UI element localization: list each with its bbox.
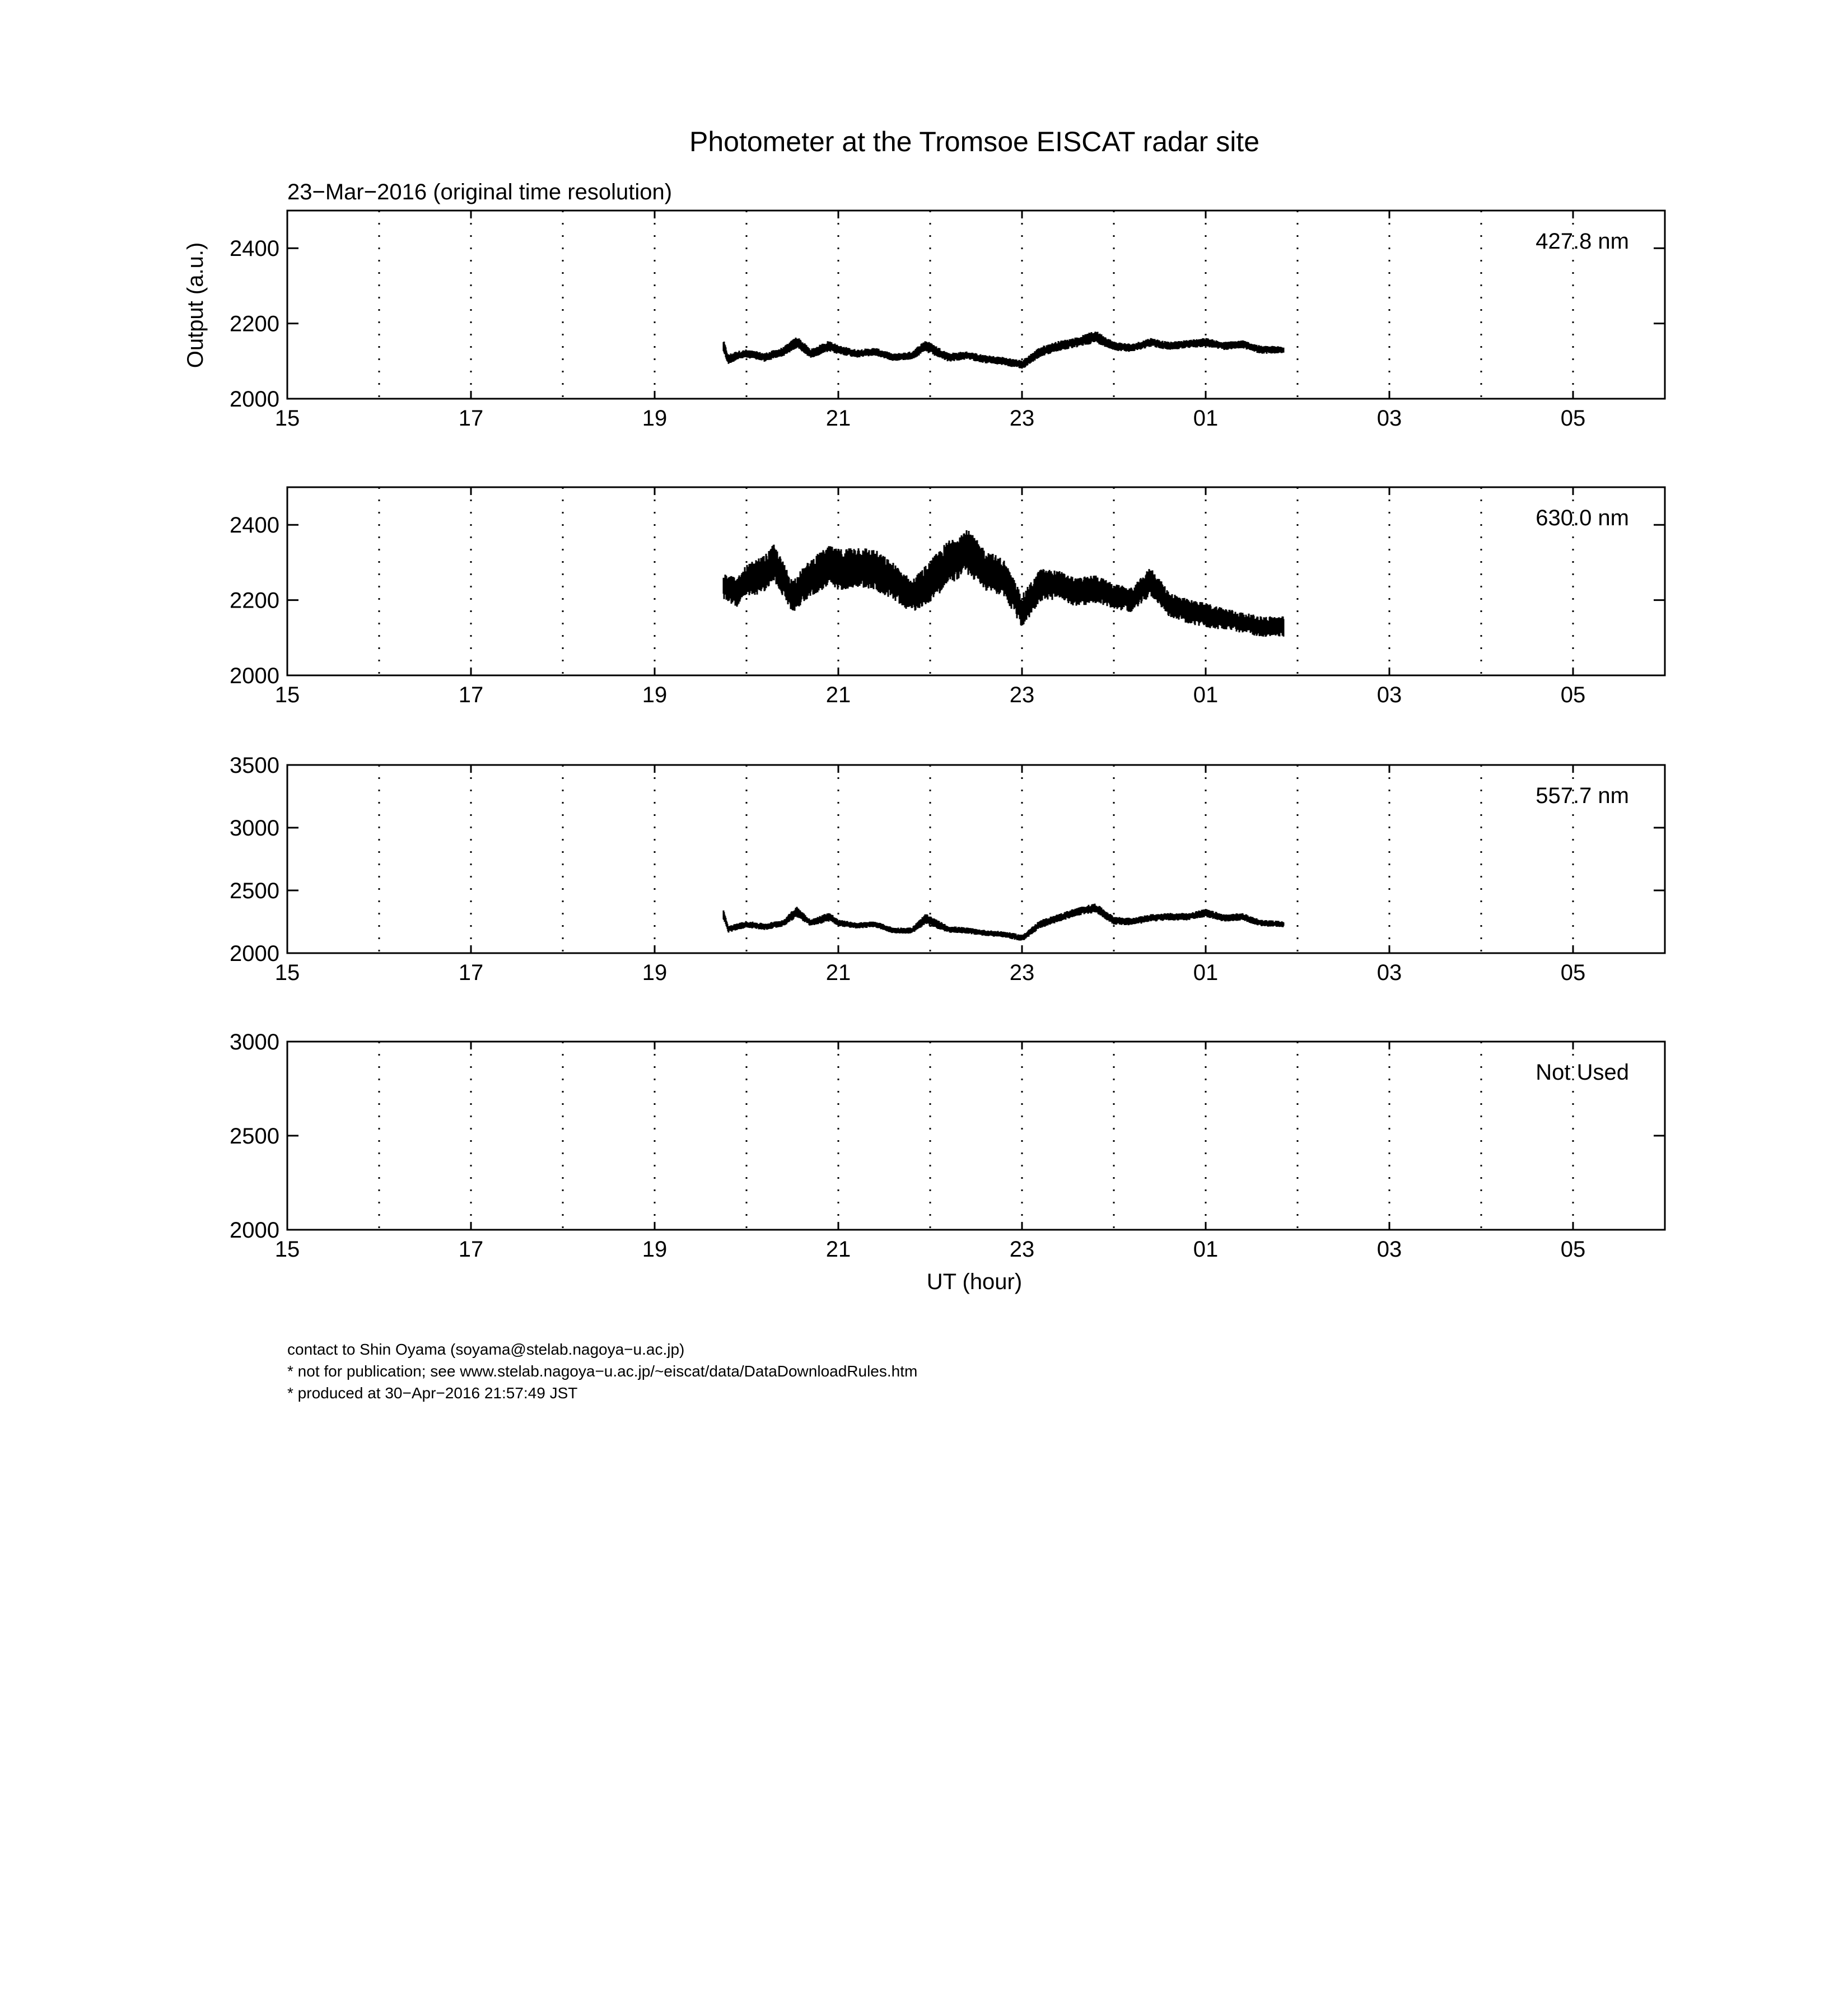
panel-1 [230,211,1665,431]
x-tick-label: 23 [1009,683,1035,707]
x-tick-label: 03 [1376,406,1402,431]
figure-title: Photometer at the Tromsoe EISCAT radar site [689,126,1260,157]
panel-3 [230,753,1665,985]
y-axis-label: Output (a.u.) [183,242,208,368]
x-tick-label: 15 [274,406,300,431]
x-tick-label: 23 [1009,1237,1035,1262]
x-axis-label: UT (hour) [926,1270,1023,1294]
y-tick-label: 2400 [230,236,279,262]
x-tick-label: 15 [274,960,300,985]
panel-wavelength-label: 557.7 nm [1536,783,1629,808]
x-tick-label: 21 [825,960,851,985]
x-tick-label: 21 [825,1237,851,1262]
data-trace [724,530,1284,637]
axes-box [287,211,1665,399]
data-trace [724,904,1284,941]
x-tick-label: 15 [274,1237,300,1262]
axes-box [287,487,1665,675]
x-tick-label: 03 [1376,1237,1402,1262]
x-tick-label: 01 [1193,406,1219,431]
x-tick-label: 01 [1193,683,1219,707]
y-tick-label: 3000 [230,816,279,841]
x-tick-label: 21 [825,683,851,707]
panel-wavelength-label: Not Used [1536,1060,1629,1085]
x-tick-label: 05 [1560,683,1586,707]
footer-produced-at: * produced at 30−Apr−2016 21:57:49 JST [287,1384,578,1402]
panel-2 [230,487,1665,707]
panel-wavelength-label: 630.0 nm [1536,506,1629,530]
panel-4 [230,1030,1665,1262]
y-tick-label: 2200 [230,311,279,337]
x-tick-label: 21 [825,406,851,431]
x-tick-label: 05 [1560,406,1586,431]
axes-box [287,765,1665,953]
y-tick-label: 2000 [230,387,279,412]
x-tick-label: 03 [1376,683,1402,707]
x-tick-label: 05 [1560,1237,1586,1262]
y-tick-label: 2500 [230,879,279,903]
y-tick-label: 2000 [230,941,279,966]
x-tick-label: 19 [642,1237,668,1262]
x-tick-label: 19 [642,406,668,431]
x-tick-label: 19 [642,960,668,985]
data-trace [724,332,1284,368]
x-tick-label: 19 [642,683,668,707]
footer-contact: contact to Shin Oyama (soyama@stelab.nagoya−u.ac.jp) [287,1341,685,1358]
footer-notes [287,1338,917,1404]
y-tick-label: 2200 [230,588,279,613]
x-tick-label: 17 [458,960,484,985]
x-tick-label: 05 [1560,960,1586,985]
x-tick-label: 15 [274,683,300,707]
y-tick-label: 2500 [230,1124,279,1149]
x-tick-label: 23 [1009,960,1035,985]
y-tick-label: 2000 [230,664,279,688]
x-tick-label: 17 [458,683,484,707]
y-tick-label: 3500 [230,753,279,778]
x-tick-label: 03 [1376,960,1402,985]
panel-group [230,211,1665,1262]
footer-publication-note: * not for publication; see www.stelab.nagoya−u.ac.jp/~eiscat/data/DataDownloadRules.htm [287,1362,918,1380]
x-tick-label: 01 [1193,1237,1219,1262]
panel-wavelength-label: 427.8 nm [1536,229,1629,254]
y-tick-label: 3000 [230,1030,279,1054]
x-tick-label: 17 [458,406,484,431]
x-tick-label: 17 [458,1237,484,1262]
y-tick-label: 2000 [230,1218,279,1243]
figure-subtitle: 23−Mar−2016 (original time resolution) [287,180,673,204]
x-tick-label: 01 [1193,960,1219,985]
axes-box [287,1042,1665,1230]
y-tick-label: 2400 [230,513,279,538]
x-tick-label: 23 [1009,406,1035,431]
